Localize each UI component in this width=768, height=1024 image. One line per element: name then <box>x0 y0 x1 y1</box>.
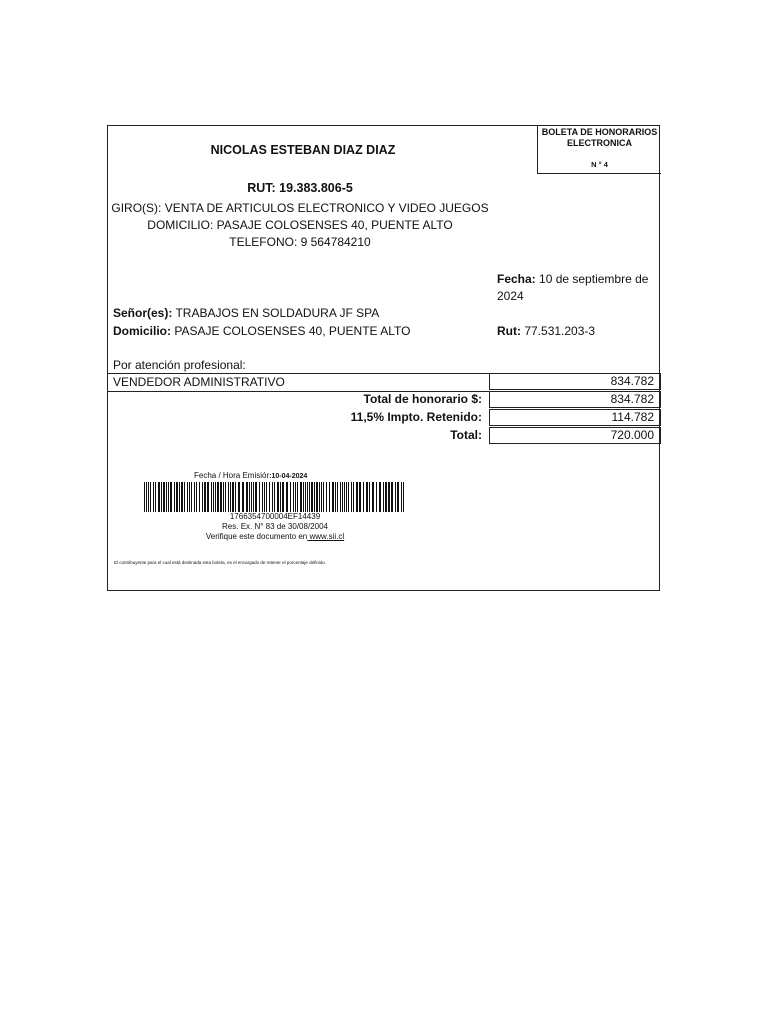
total-honorario-value: 834.782 <box>489 391 661 408</box>
service-description: VENDEDOR ADMINISTRATIVO <box>113 375 285 389</box>
invoice-document <box>107 125 660 591</box>
issue-date-value: 10 de septiembre de 2024 <box>497 272 649 303</box>
client-name-value: TRABAJOS EN SOLDADURA JF SPA <box>172 306 380 320</box>
issue-date-label: Fecha: <box>497 272 536 286</box>
retenido-value: 114.782 <box>489 409 661 426</box>
emission-date-value: :10-04-2024 <box>269 473 308 480</box>
services-heading: Por atención profesional: <box>113 358 246 372</box>
verify-label: Verifique este documento en <box>205 532 308 541</box>
document-type-line2: ELECTRONICA <box>567 138 632 148</box>
total-honorario-label: Total de honorario $: <box>363 392 482 406</box>
total-value: 720.000 <box>489 427 661 444</box>
document-number: N ° 4 <box>591 160 608 169</box>
issuer-phone: TELEFONO: 9 564784210 <box>229 235 371 249</box>
emission-date <box>194 471 307 480</box>
client-rut-value: 77.531.203-3 <box>521 324 596 338</box>
issuer-address: DOMICILIO: PASAJE COLOSENSES 40, PUENTE ALTO <box>147 218 453 232</box>
client-rut <box>497 324 595 338</box>
verify-text <box>144 532 406 541</box>
issuer-rut: RUT: 19.383.806-5 <box>247 181 353 195</box>
client-address-label: Domicilio: <box>113 324 172 338</box>
client-name <box>113 306 379 320</box>
document-type-box <box>537 125 661 174</box>
service-amount: 834.782 <box>489 373 661 390</box>
total-label: Total: <box>450 428 482 442</box>
emission-date-label: Fecha / Hora Emisiór <box>194 471 270 480</box>
barcode-number: 1766354700004EF14439 <box>229 512 321 521</box>
barcode <box>144 482 406 512</box>
client-address <box>113 324 410 338</box>
issuer-giro: GIRO(S): VENTA DE ARTICULOS ELECTRONICO Y VIDEO JUEGOS <box>111 201 489 215</box>
client-name-label: Señor(es): <box>113 306 173 320</box>
sii-link[interactable]: www.sii.cl <box>307 532 345 541</box>
issuer-name: NICOLAS ESTEBAN DIAZ DIAZ <box>210 143 396 157</box>
client-rut-label: Rut: <box>497 324 521 338</box>
document-type-line1: BOLETA DE HONORARIOS <box>541 127 658 137</box>
client-address-value: PASAJE COLOSENSES 40, PUENTE ALTO <box>171 324 411 338</box>
retenido-label: 11,5% Impto. Retenido: <box>350 410 482 424</box>
resolution-text: Res. Ex. N° 83 de 30/08/2004 <box>222 522 328 531</box>
issue-date <box>497 271 657 305</box>
disclaimer-text: El contribuyente para el cual está destinada esta boleta, es el encargado de retener el porcentaje definido. <box>114 560 327 565</box>
